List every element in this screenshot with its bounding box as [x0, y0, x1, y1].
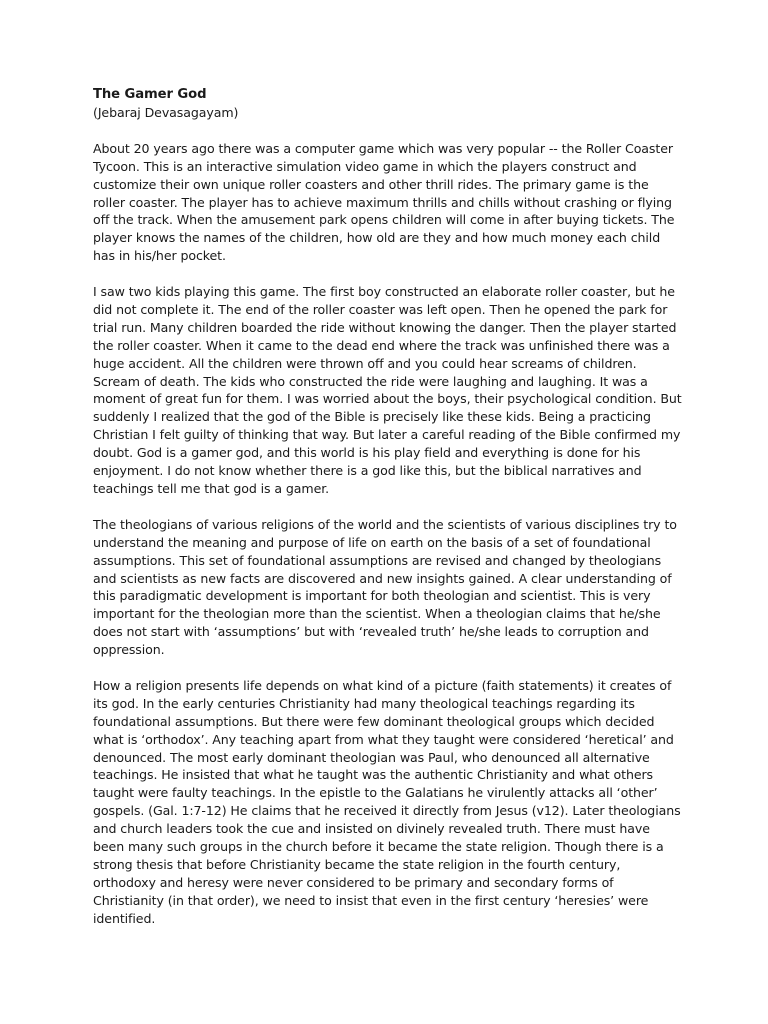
document-title: The Gamer God [93, 87, 207, 102]
document-author: (Jebaraj Devasagayam) [93, 104, 239, 120]
paragraph-3: The theologians of various religions of the world and the scientists of various disciplines try to understand the meaning and purpose of life on earth on the basis of a set of foundational assumptions. This set of foundational assumptions are revised and changed by theologians and scientists as new facts are discovered and new insights gained. A clear understanding of this paradigmatic development is important for both theologian and scientist. This is very important for the theologian more than the scientist. When a theologian claims that he/she does not start with ‘assumptions’ but with ‘revealed truth’ he/she leads to corruption and oppression. [93, 516, 677, 658]
paragraph-1: About 20 years ago there was a computer game which was very popular -- the Roller Coaster Tycoon. This is an interactive simulation video game in which the players construct and customize their own unique roller coasters and other thrill rides. The primary game is the roller coaster. The player has to achieve maximum thrills and chills without crashing or flying off the track. When the amusement park opens children will come in after buying tickets. The player knows the names of the children, how old are they and how much money each child has in his/her pocket. [93, 140, 675, 264]
paragraph-2: I saw two kids playing this game. The first boy constructed an elaborate roller coaster, but he did not complete it. The end of the roller coaster was left open. Then he opened the park for trial run. Many children boarded the ride without knowing the danger. Then the player started the roller coaster. When it came to the dead end where the track was unfinished there was a huge accident. All the children were thrown off and you could hear screams of children. Scream of death. The kids who constructed the ride were laughing and laughing. It was a moment of great fun for them. I was worried about the boys, their psychological condition. But suddenly I realized that the god of the Bible is precisely like these kids. Being a practicing Christian I felt guilty of thinking that way. But later a careful reading of the Bible confirmed my doubt. God is a gamer god, and this world is his play field and everything is done for his enjoyment. I do not know whether there is a god like this, but the biblical narratives and teachings tell me that god is a gamer. [93, 284, 682, 497]
paragraph-4: How a religion presents life depends on what kind of a picture (faith statements) it creates of its god. In the early centuries Christianity had many theological teachings regarding its foundational assumptions. But there were few dominant theological groups which decided what is ‘orthodox’. Any teaching apart from what they taught were considered ‘heretical’ and denounced. The most early dominant theologian was Paul, who denounced all alternative teachings. He insisted that what he taught was the authentic Christianity and what others taught were faulty teachings. In the epistle to the Galatians he virulently attacks all ‘other’ gospels. (Gal. 1:7-12) He claims that he received it directly from Jesus (v12). Later theologians and church leaders took the cue and insisted on divinely revealed truth. There must have been many such groups in the church before it became the state religion. Though there is a strong thesis that before Christianity became the state religion in the fourth century, orthodoxy and heresy were never considered to be primary and secondary forms of Christianity (in that order), we need to insist that even in the first century ‘heresies’ were identified. [93, 677, 681, 926]
document-body [93, 86, 683, 946]
